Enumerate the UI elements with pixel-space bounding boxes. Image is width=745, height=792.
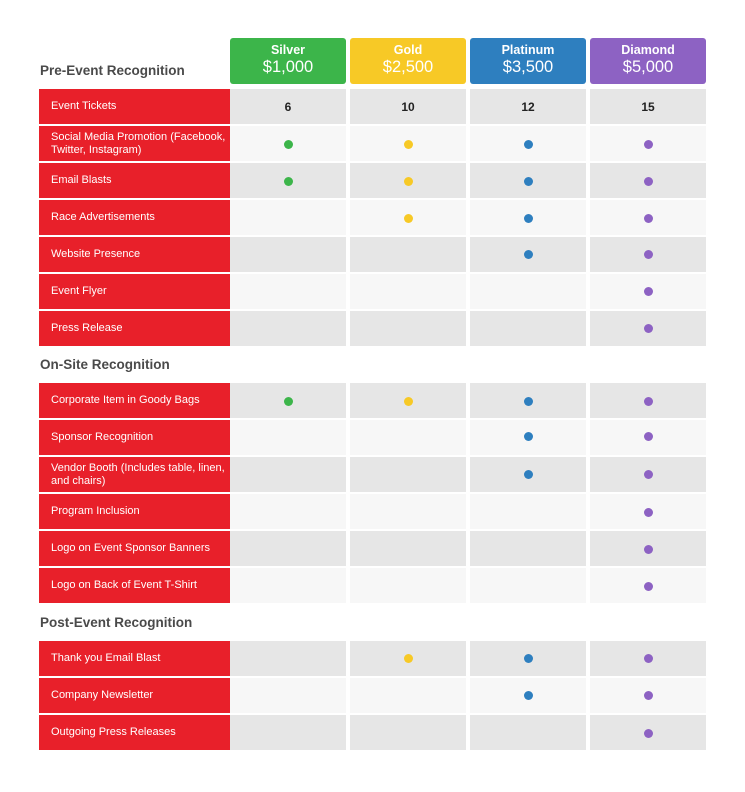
included-dot-silver (284, 177, 293, 186)
included-dot-diamond (644, 140, 653, 149)
tier-header-gold (350, 38, 466, 84)
benefit-row (39, 494, 706, 529)
tier-cell-diamond (590, 678, 706, 713)
tier-cell-diamond (590, 311, 706, 346)
included-dot-platinum (524, 140, 533, 149)
tier-cell-platinum (470, 200, 586, 235)
benefit-label: Logo on Back of Event T-Shirt (39, 568, 236, 603)
tier-cell-platinum (470, 715, 586, 750)
included-dot-diamond (644, 729, 653, 738)
included-dot-silver (284, 397, 293, 406)
benefit-row (39, 678, 706, 713)
included-dot-diamond (644, 654, 653, 663)
benefit-label: Company Newsletter (39, 678, 236, 713)
tier-cell-platinum (470, 274, 586, 309)
included-dot-diamond (644, 177, 653, 186)
tier-cell-diamond (590, 126, 706, 161)
tier-cell-gold (350, 163, 466, 198)
included-dot-platinum (524, 397, 533, 406)
benefit-label: Event Tickets (39, 89, 236, 124)
included-dot-diamond (644, 545, 653, 554)
tier-cell-gold (350, 494, 466, 529)
tier-header-platinum (470, 38, 586, 84)
benefit-row (39, 200, 706, 235)
included-dot-platinum (524, 214, 533, 223)
section-title: Pre-Event Recognition (40, 63, 185, 78)
tier-cell-silver (230, 163, 346, 198)
included-dot-diamond (644, 397, 653, 406)
tier-cell-silver (230, 200, 346, 235)
benefit-row (39, 126, 706, 161)
included-dot-silver (284, 140, 293, 149)
benefit-row (39, 237, 706, 272)
tier-cell-silver (230, 311, 346, 346)
tier-cell-diamond (590, 200, 706, 235)
benefit-row (39, 274, 706, 309)
tier-cell-platinum (470, 457, 586, 492)
tier-cell-platinum (470, 163, 586, 198)
tier-cell-platinum (470, 494, 586, 529)
tier-cell-gold (350, 200, 466, 235)
tier-cell-gold (350, 274, 466, 309)
tier-cell-platinum (470, 568, 586, 603)
included-dot-diamond (644, 250, 653, 259)
tier-name: Gold (393, 43, 423, 57)
tier-cell-platinum (470, 678, 586, 713)
included-dot-platinum (524, 432, 533, 441)
benefit-label: Email Blasts (39, 163, 236, 198)
included-dot-gold (404, 654, 413, 663)
tier-cell-silver (230, 457, 346, 492)
tier-cell-gold (350, 457, 466, 492)
benefit-label: Race Advertisements (39, 200, 236, 235)
tier-cell-silver (230, 126, 346, 161)
tier-cell-gold (350, 383, 466, 418)
included-dot-gold (404, 214, 413, 223)
tier-cell-silver (230, 237, 346, 272)
included-dot-diamond (644, 432, 653, 441)
tier-cell-silver (230, 568, 346, 603)
ticket-count-diamond: 15 (590, 89, 706, 124)
benefit-row (39, 641, 706, 676)
included-dot-gold (404, 397, 413, 406)
tier-price: $1,000 (262, 58, 314, 76)
tier-cell-silver (230, 678, 346, 713)
section-title: On-Site Recognition (40, 357, 170, 372)
included-dot-platinum (524, 691, 533, 700)
included-dot-diamond (644, 508, 653, 517)
benefit-row (39, 163, 706, 198)
tier-cell-gold (350, 678, 466, 713)
tier-cell-silver (230, 420, 346, 455)
benefit-label: Logo on Event Sponsor Banners (39, 531, 236, 566)
tier-price: $3,500 (502, 58, 554, 76)
benefit-label: Website Presence (39, 237, 236, 272)
tier-cell-diamond (590, 420, 706, 455)
tier-name: Diamond (621, 43, 675, 57)
tier-price: $5,000 (622, 58, 674, 76)
included-dot-platinum (524, 470, 533, 479)
tier-cell-silver (230, 531, 346, 566)
section-title: Post-Event Recognition (40, 615, 193, 630)
tier-cell-diamond (590, 383, 706, 418)
tier-cell-platinum (470, 641, 586, 676)
tier-cell-silver (230, 383, 346, 418)
tier-cell-silver (230, 715, 346, 750)
tier-cell-gold (350, 126, 466, 161)
tier-cell-gold (350, 641, 466, 676)
included-dot-diamond (644, 324, 653, 333)
included-dot-diamond (644, 470, 653, 479)
benefit-row (39, 568, 706, 603)
included-dot-diamond (644, 214, 653, 223)
tier-cell-diamond (590, 457, 706, 492)
included-dot-diamond (644, 287, 653, 296)
included-dot-diamond (644, 691, 653, 700)
tier-cell-diamond (590, 641, 706, 676)
tier-cell-platinum (470, 126, 586, 161)
tier-cell-diamond (590, 237, 706, 272)
included-dot-gold (404, 177, 413, 186)
tier-cell-diamond (590, 163, 706, 198)
tier-cell-platinum (470, 531, 586, 566)
tier-cell-gold (350, 311, 466, 346)
tier-cell-diamond (590, 531, 706, 566)
benefit-label: Corporate Item in Goody Bags (39, 383, 236, 418)
benefit-row (39, 715, 706, 750)
benefit-label: Program Inclusion (39, 494, 236, 529)
included-dot-platinum (524, 654, 533, 663)
tier-cell-gold (350, 420, 466, 455)
included-dot-diamond (644, 582, 653, 591)
tier-cell-diamond (590, 494, 706, 529)
tier-cell-gold (350, 568, 466, 603)
included-dot-gold (404, 140, 413, 149)
tier-cell-diamond (590, 568, 706, 603)
benefit-row (39, 311, 706, 346)
benefit-label: Event Flyer (39, 274, 236, 309)
ticket-count-silver: 6 (230, 89, 346, 124)
tier-cell-silver (230, 494, 346, 529)
benefit-label: Outgoing Press Releases (39, 715, 236, 750)
included-dot-platinum (524, 250, 533, 259)
tier-header-silver (230, 38, 346, 84)
tier-cell-diamond (590, 274, 706, 309)
tier-name: Silver (270, 43, 306, 57)
benefit-label: Social Media Promotion (Facebook, Twitter, Instagram) (39, 126, 236, 161)
benefit-row (39, 420, 706, 455)
tier-header-diamond (590, 38, 706, 84)
tier-cell-gold (350, 237, 466, 272)
benefit-label: Thank you Email Blast (39, 641, 236, 676)
benefit-row (39, 531, 706, 566)
included-dot-platinum (524, 177, 533, 186)
tier-price: $2,500 (382, 58, 434, 76)
benefit-label: Vendor Booth (Includes table, linen, and chairs) (39, 457, 236, 492)
benefit-row (39, 457, 706, 492)
tier-cell-silver (230, 641, 346, 676)
tier-name: Platinum (501, 43, 555, 57)
tier-cell-gold (350, 715, 466, 750)
tier-cell-silver (230, 274, 346, 309)
tier-cell-gold (350, 531, 466, 566)
benefit-row (39, 383, 706, 418)
ticket-count-platinum: 12 (470, 89, 586, 124)
benefit-row (39, 89, 706, 124)
tier-cell-platinum (470, 383, 586, 418)
tier-cell-platinum (470, 237, 586, 272)
tier-cell-platinum (470, 311, 586, 346)
benefit-label: Press Release (39, 311, 236, 346)
tier-cell-diamond (590, 715, 706, 750)
ticket-count-gold: 10 (350, 89, 466, 124)
tier-cell-platinum (470, 420, 586, 455)
benefit-label: Sponsor Recognition (39, 420, 236, 455)
